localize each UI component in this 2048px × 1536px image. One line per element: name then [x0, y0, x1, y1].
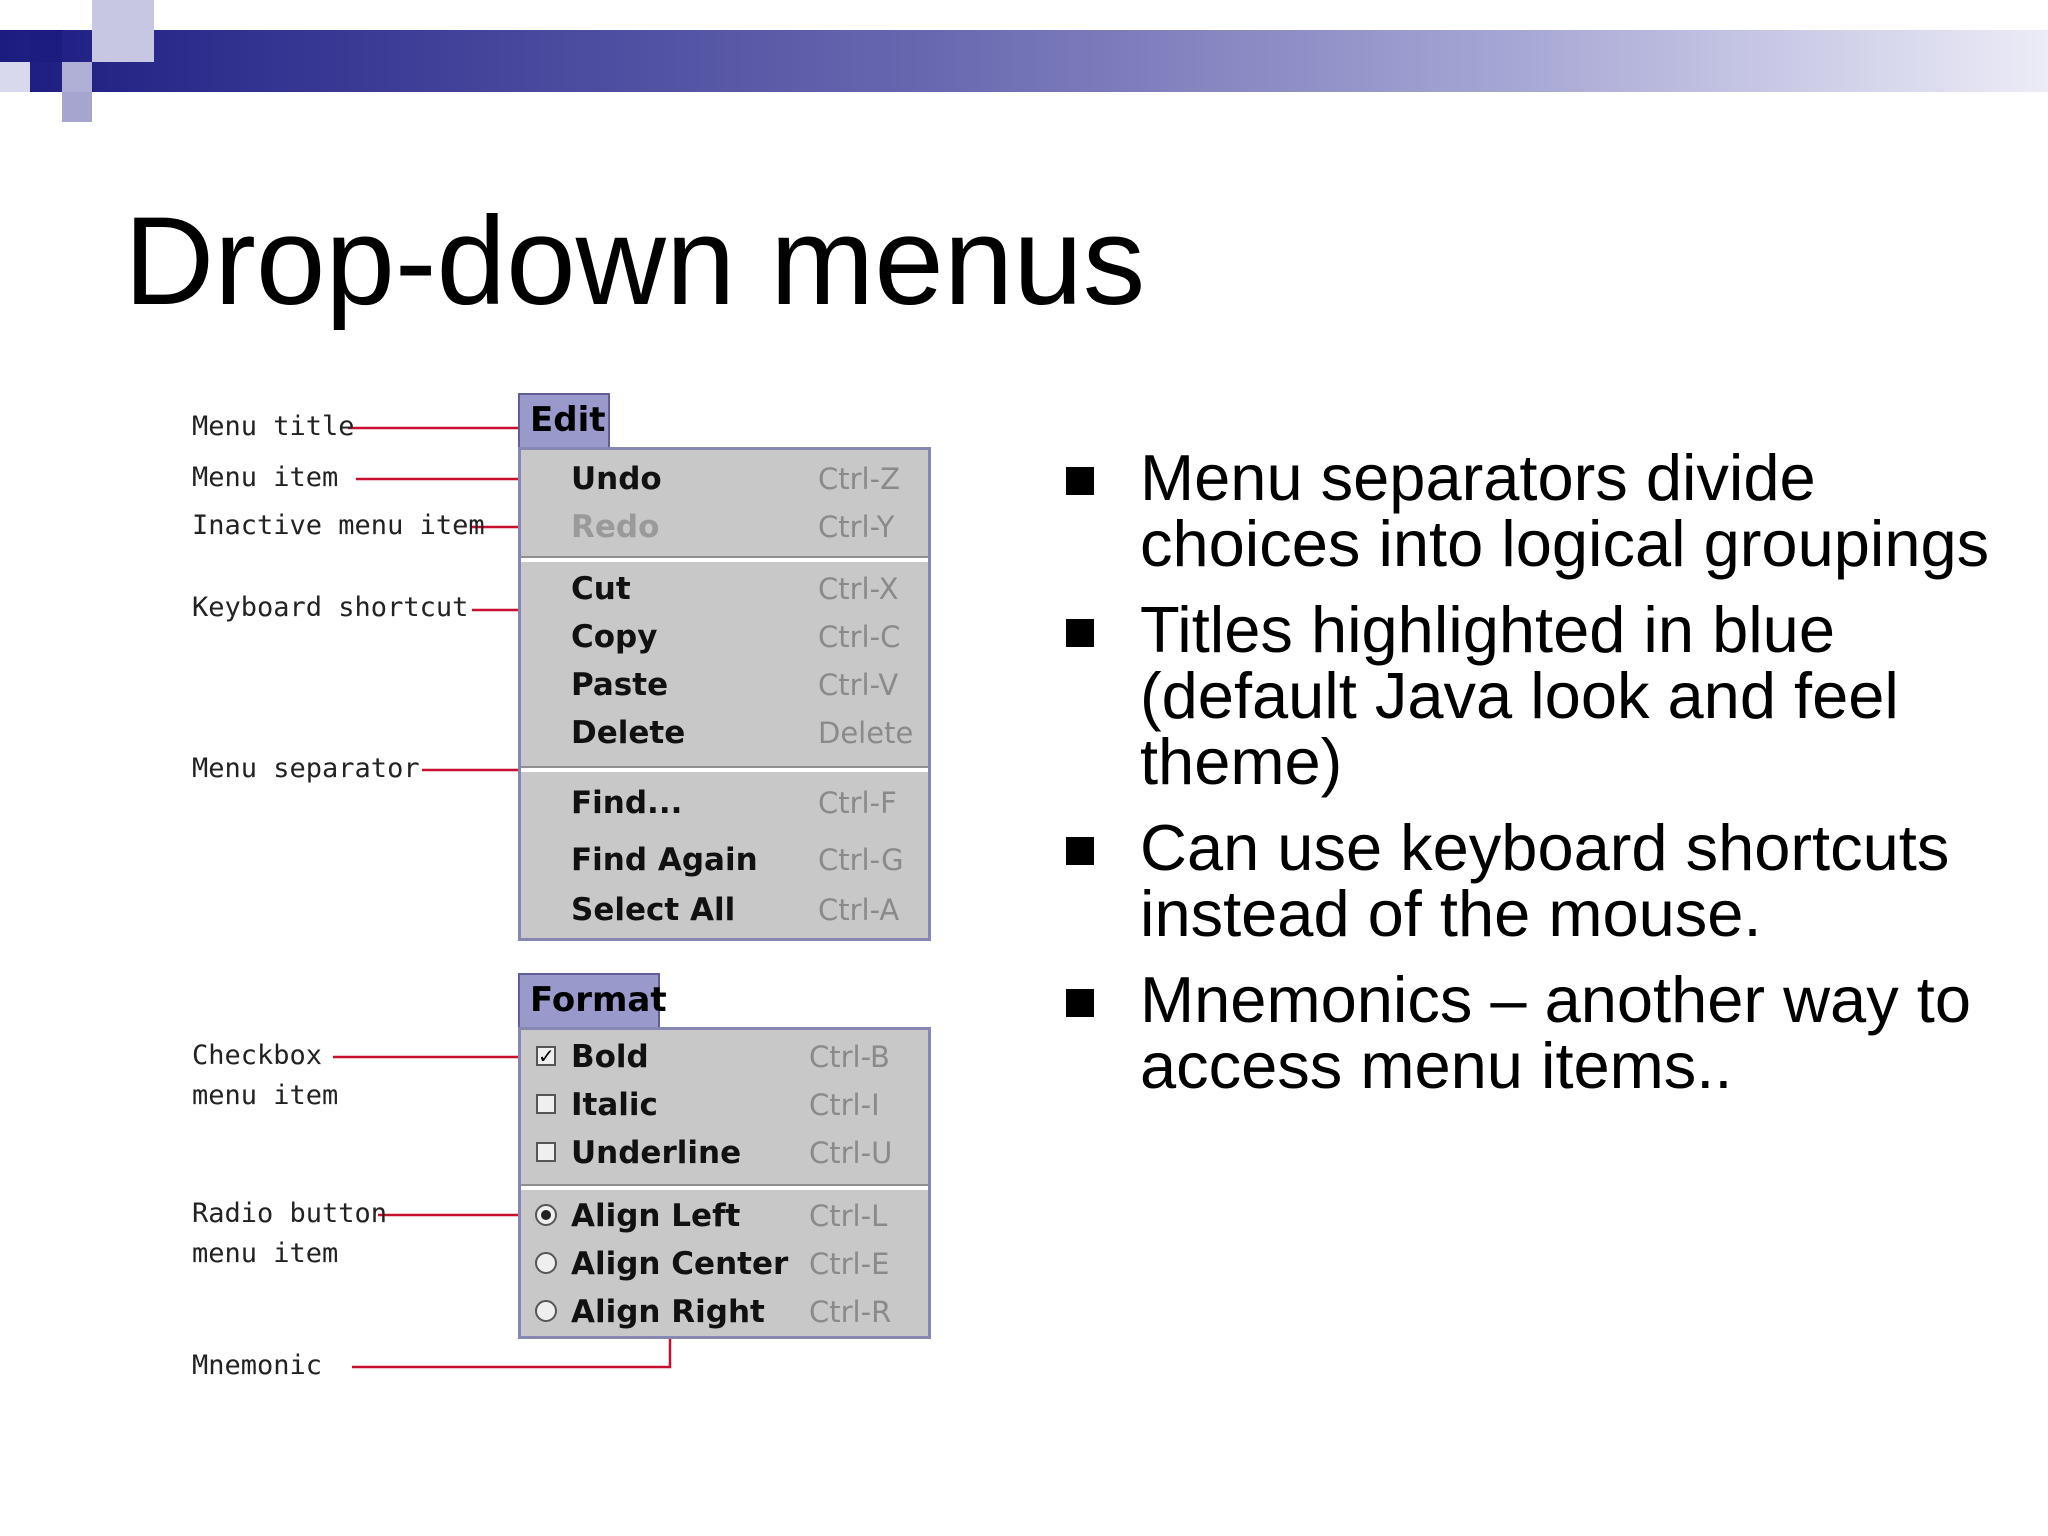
format-menu-title[interactable]: Format	[518, 973, 660, 1027]
menu-item-cut[interactable]	[521, 565, 928, 613]
shortcut-label: Ctrl-R	[809, 1295, 892, 1329]
checkbox-unchecked-icon	[536, 1142, 556, 1162]
menu-item-label: Align Center	[571, 1246, 789, 1282]
page-title: Drop-down menus	[124, 192, 1146, 331]
menu-item-undo[interactable]	[521, 455, 928, 503]
shortcut-label: Ctrl-E	[809, 1247, 890, 1281]
menu-item-label: Cut	[571, 571, 631, 607]
bullet-item	[1060, 593, 2000, 798]
radio-selected-icon	[535, 1204, 557, 1226]
callout-radio-menu-item-line2: menu item	[192, 1238, 339, 1269]
callout-menu-title: Menu title	[192, 411, 355, 442]
bullet-text: Mnemonics – another way to access menu items..	[1140, 963, 1971, 1102]
menu-item-label: Delete	[571, 715, 686, 751]
bullet-text: Can use keyboard shortcuts instead of the mouse.	[1140, 811, 1950, 950]
menu-item-align-left[interactable]	[521, 1192, 928, 1240]
callout-inactive-menu-item: Inactive menu item	[192, 510, 485, 541]
menu-item-paste[interactable]	[521, 661, 928, 709]
menu-item-align-right[interactable]	[521, 1288, 928, 1336]
square-bullet-icon	[1066, 467, 1094, 495]
format-menu	[518, 1027, 931, 1339]
menu-item-label: Bold	[571, 1039, 649, 1075]
menu-item-select-all[interactable]	[521, 886, 928, 934]
menu-item-label: Underline	[571, 1135, 742, 1171]
menu-item-delete[interactable]	[521, 709, 928, 757]
bullet-text: Menu separators divide choices into logical groupings	[1140, 441, 1990, 580]
shortcut-label: Ctrl-X	[818, 572, 899, 606]
menu-item-label: Find...	[571, 785, 683, 821]
shortcut-label: Ctrl-F	[818, 786, 897, 820]
menu-item-find-again[interactable]	[521, 836, 928, 884]
shortcut-label: Ctrl-U	[809, 1136, 893, 1170]
edit-menu	[518, 447, 931, 941]
callout-checkbox-menu-item-line2: menu item	[192, 1080, 339, 1111]
square-bullet-icon	[1066, 619, 1094, 647]
bullet-list	[1060, 441, 2000, 1119]
menu-item-bold[interactable]	[521, 1033, 928, 1081]
bullet-text: Titles highlighted in blue (default Java look and feel theme)	[1140, 593, 1899, 798]
bullet-item	[1060, 811, 2000, 950]
menu-item-label: Align Right	[571, 1294, 765, 1330]
menu-item-label: Undo	[571, 461, 662, 497]
bullet-item	[1060, 963, 2000, 1102]
menu-item-align-center[interactable]	[521, 1240, 928, 1288]
callout-menu-item: Menu item	[192, 462, 339, 493]
shortcut-label: Ctrl-I	[809, 1088, 880, 1122]
menu-item-redo	[521, 503, 928, 551]
shortcut-label: Ctrl-A	[818, 893, 900, 927]
shortcut-label: Ctrl-Z	[818, 462, 900, 496]
callout-radio-menu-item-line1: Radio button	[192, 1198, 388, 1229]
bullet-item	[1060, 441, 2000, 580]
menu-item-italic[interactable]	[521, 1081, 928, 1129]
callout-menu-separator: Menu separator	[192, 753, 420, 784]
radio-unselected-icon	[535, 1252, 557, 1274]
square-bullet-icon	[1066, 989, 1094, 1017]
shortcut-label: Ctrl-V	[818, 668, 899, 702]
menu-item-find[interactable]	[521, 779, 928, 827]
menu-item-label: Italic	[571, 1087, 658, 1123]
menu-separator	[521, 1184, 928, 1190]
menu-item-copy[interactable]	[521, 613, 928, 661]
radio-unselected-icon	[535, 1300, 557, 1322]
square-bullet-icon	[1066, 837, 1094, 865]
shortcut-label: Ctrl-Y	[818, 510, 895, 544]
menu-item-label: Find Again	[571, 842, 758, 878]
menu-separator	[521, 556, 928, 562]
shortcut-label: Ctrl-C	[818, 620, 901, 654]
menu-item-label: Redo	[571, 509, 660, 545]
callout-keyboard-shortcut: Keyboard shortcut	[192, 592, 469, 623]
menu-item-label: Align Left	[571, 1198, 741, 1234]
menu-item-underline[interactable]	[521, 1129, 928, 1177]
shortcut-label: Ctrl-G	[818, 843, 904, 877]
edit-menu-title[interactable]: Edit	[518, 393, 610, 447]
checkbox-checked-icon: ✓	[538, 1044, 555, 1068]
callout-mnemonic: Mnemonic	[192, 1350, 323, 1381]
menu-item-label: Select All	[571, 892, 736, 928]
shortcut-label: Ctrl-L	[809, 1199, 888, 1233]
callout-checkbox-menu-item-line1: Checkbox	[192, 1040, 323, 1071]
shortcut-label: Delete	[818, 716, 914, 750]
menu-item-label: Copy	[571, 619, 658, 655]
menu-separator	[521, 766, 928, 772]
shortcut-label: Ctrl-B	[809, 1040, 890, 1074]
menu-item-label: Paste	[571, 667, 669, 703]
checkbox-unchecked-icon	[536, 1094, 556, 1114]
